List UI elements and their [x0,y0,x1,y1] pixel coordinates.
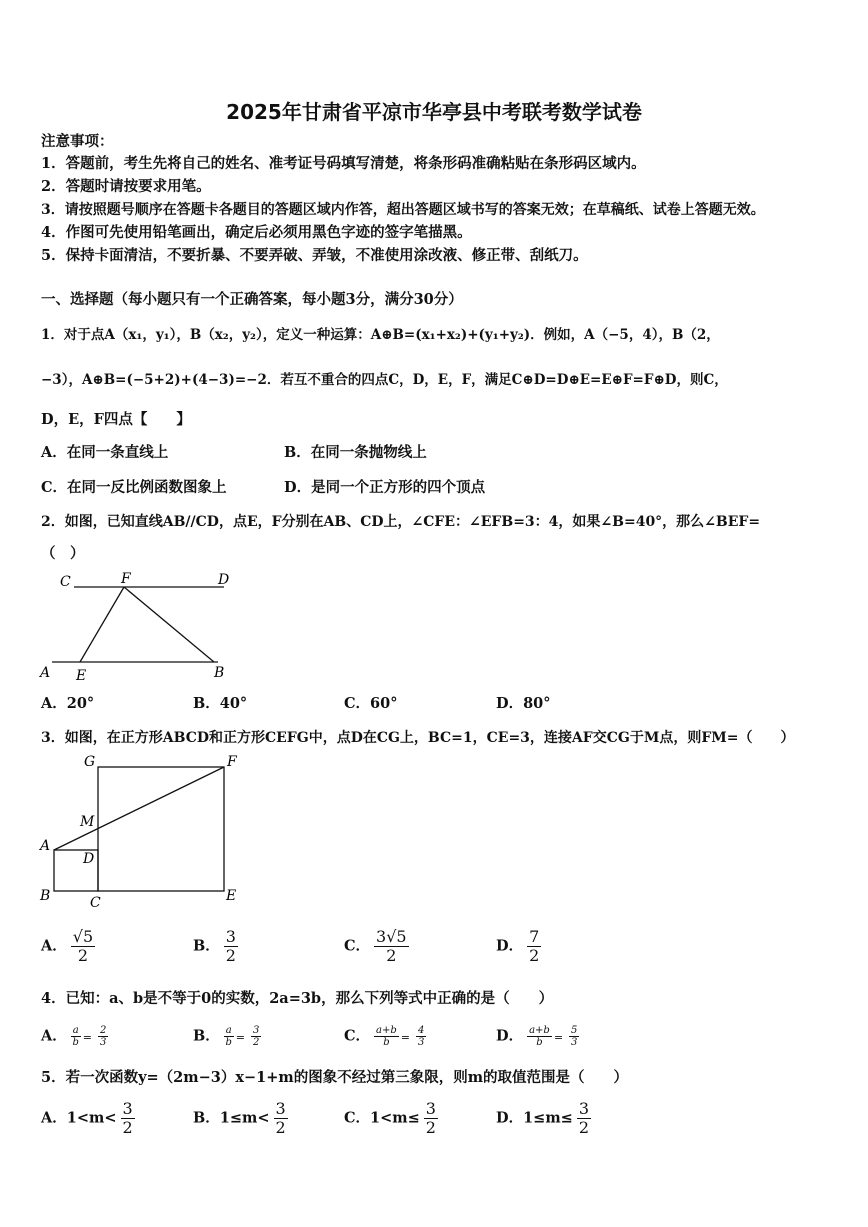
numerator: 7 [529,927,540,946]
label-g: G [84,754,96,770]
label-d: D [83,851,95,867]
q4-option-d[interactable]: D． $\frac{a+b}{b}$ = $\frac{5}{3}$ [496,1025,578,1048]
lhs-fraction [71,1025,81,1048]
q3-option-c[interactable] [344,928,409,965]
notice-heading: 注意事项： [41,133,114,150]
numerator: 3 [275,1099,286,1118]
q3-option-a-label: A． [41,937,67,955]
denominator: b [383,1037,390,1048]
q3-option-a-fraction [71,928,95,965]
denominator: 2 [122,1118,133,1137]
numerator: √5 [72,927,94,946]
q2-option-a[interactable]: A．20° [41,695,95,712]
label-a: A [40,665,51,681]
label-a: A [40,838,51,854]
label-c: C [90,895,101,911]
q1-option-b[interactable]: B．在同一条抛物线上 [284,444,427,461]
label-e: E [76,668,87,684]
lhs-fraction [374,1025,399,1048]
q2-option-b[interactable]: B．40° [193,695,248,712]
numerator: 2 [99,1025,107,1036]
notice-item-2: 2．答题时请按要求用笔。 [41,178,211,195]
numerator: 3 [252,1025,260,1036]
numerator: a+b [529,1025,550,1036]
q3-option-d-fraction [527,928,541,965]
q3-option-c-fraction [374,928,409,965]
q5-option-b-fraction [274,1100,288,1137]
q5-option-d-fraction [577,1100,591,1137]
rhs-fraction [569,1025,579,1048]
q4-option-b-label: B． [193,1027,220,1045]
numerator: 3 [578,1099,589,1118]
q5-option-c-label: C． [344,1109,371,1127]
denominator: 3 [99,1037,107,1048]
label-f: F [227,754,237,770]
label-b: B [40,888,51,904]
numerator: 4 [418,1025,425,1036]
numerator: a+b [376,1025,397,1036]
q5-option-b-inequality: 1≤m< [219,1109,270,1127]
q5-option-d-inequality: 1≤m≤ [523,1109,573,1127]
denominator: 2 [77,946,89,965]
square-cefg [98,767,224,891]
numerator: 3 [225,927,236,946]
q4-option-d-label: D． [496,1027,524,1045]
q3-option-d-label: D． [496,937,524,955]
denominator: 2 [275,1118,286,1137]
q5-option-a-label: A． [41,1109,67,1127]
numerator: 3 [425,1099,436,1118]
q2-option-c[interactable]: C．60° [344,695,398,712]
label-c: C [60,574,71,590]
denominator: 2 [578,1118,589,1137]
notice-item-5: 5．保持卡面清洁，不要折暴、不要弄破、弄皱，不准使用涂改液、修正带、刮纸刀。 [41,247,588,264]
denominator: 3 [418,1037,425,1048]
lhs-fraction [527,1025,552,1048]
q3-option-b-label: B． [193,937,220,955]
q1-line2: −3），A⊕B=(−5+2)+(4−3)=−2．若互不重合的四点C，D，E，F，满足C⊕D=D⊕E=E⊕F=F⊕D，则C， [41,372,728,388]
denominator: 2 [225,946,236,965]
segment-fe [80,587,124,662]
q5-option-b[interactable] [193,1100,288,1137]
q1-option-c[interactable]: C．在同一反比例函数图象上 [41,479,227,496]
q5-option-c-inequality: 1<m≤ [370,1109,420,1127]
segment-fb [124,587,214,662]
q4-option-b[interactable]: B． $\frac{a}{b}$ = $\frac{3}{2}$ [193,1025,260,1048]
page-title: 2025年甘肃省平凉市华亭县中考联考数学试卷 [226,100,642,124]
denominator: b [225,1037,232,1048]
numerator: a [225,1025,232,1036]
rhs-fraction [416,1025,426,1048]
q2-option-d[interactable]: D．80° [496,695,551,712]
q4-option-c[interactable]: C． $\frac{a+b}{b}$ = $\frac{4}{3}$ [344,1025,425,1048]
denominator: 2 [529,946,540,965]
q3-option-a[interactable] [41,928,95,965]
q4-option-c-label: C． [344,1027,371,1045]
label-b: B [214,665,225,681]
notice-item-4: 4．作图可先使用铅笔画出，确定后必须用黑色字迹的签字笔描黑。 [41,224,472,241]
q4-option-a[interactable]: A． $\frac{a}{b}$ = $\frac{2}{3}$ [41,1025,107,1048]
q5-option-d-label: D． [496,1109,524,1127]
q5-option-a-inequality: 1<m< [66,1109,117,1127]
q3-option-d[interactable] [496,928,541,965]
q5-option-c[interactable] [344,1100,438,1137]
numerator: 3 [122,1099,133,1118]
q5-option-a-fraction [121,1100,135,1137]
q4-option-a-label: A． [41,1027,67,1045]
q2-figure [38,566,238,686]
q1-line1: 1．对于点A（x₁，y₁），B（x₂，y₂），定义一种运算：A⊕B=(x₁+x₂)+(y₁+y₂)．例如，A（−5，4），B（2， [41,327,720,343]
denominator: 2 [386,946,397,965]
label-f: F [121,571,131,587]
notice-item-1: 1．答题前，考生先将自己的姓名、准考证号码填写清楚，将条形码准确粘贴在条形码区域内。 [41,155,646,172]
notice-item-3: 3．请按照题号顺序在答题卡各题目的答题区域内作答，超出答题区域书写的答案无效；在草稿纸、试卷上答题无效。 [41,202,765,218]
q3-option-c-label: C． [344,937,371,955]
q5-option-b-label: B． [193,1109,220,1127]
q3-figure [36,752,246,912]
lhs-fraction [224,1025,234,1048]
denominator: 2 [252,1037,260,1048]
label-e: E [226,888,237,904]
section-heading: 一、选择题（每小题只有一个正确答案，每小题3分，满分30分） [41,291,463,308]
q3-line1: 3．如图，在正方形ABCD和正方形CEFG中，点D在CG上，BC=1，CE=3，连接AF交CG于M点，则FM=（ ） [41,730,795,746]
denominator: 3 [571,1037,578,1048]
q1-option-a[interactable]: A．在同一条直线上 [41,444,169,461]
q3-option-b[interactable] [193,928,238,965]
q5-line1: 5．若一次函数y=（2m−3）x−1+m的图象不经过第三象限，则m的取值范围是（ ） [41,1069,629,1086]
numerator: 5 [571,1025,578,1036]
label-m: M [80,814,95,830]
rhs-fraction [251,1025,261,1048]
denominator: 2 [425,1118,436,1137]
q1-option-d[interactable]: D．是同一个正方形的四个顶点 [284,479,486,496]
q3-option-b-fraction [224,928,238,965]
q5-option-d[interactable] [496,1100,591,1137]
q4-line1: 4．已知：a、b是不等于0的实数，2a=3b，那么下列等式中正确的是（ ） [41,990,554,1007]
q2-line1: 2．如图，已知直线AB//CD，点E，F分别在AB、CD上，∠CFE：∠EFB=3：4，如果∠B=40°，那么∠BEF= [41,514,761,530]
numerator: a [72,1025,79,1036]
numerator: 3√5 [376,927,407,946]
q2-line2: （ ） [41,545,85,562]
q5-option-c-fraction [424,1100,438,1137]
label-d: D [218,572,230,588]
segment-af [54,767,224,850]
denominator: b [72,1037,79,1048]
q5-option-a[interactable] [41,1100,135,1137]
q1-line3: D，E，F四点【 】 [41,411,191,428]
rhs-fraction [98,1025,108,1048]
denominator: b [536,1037,543,1048]
